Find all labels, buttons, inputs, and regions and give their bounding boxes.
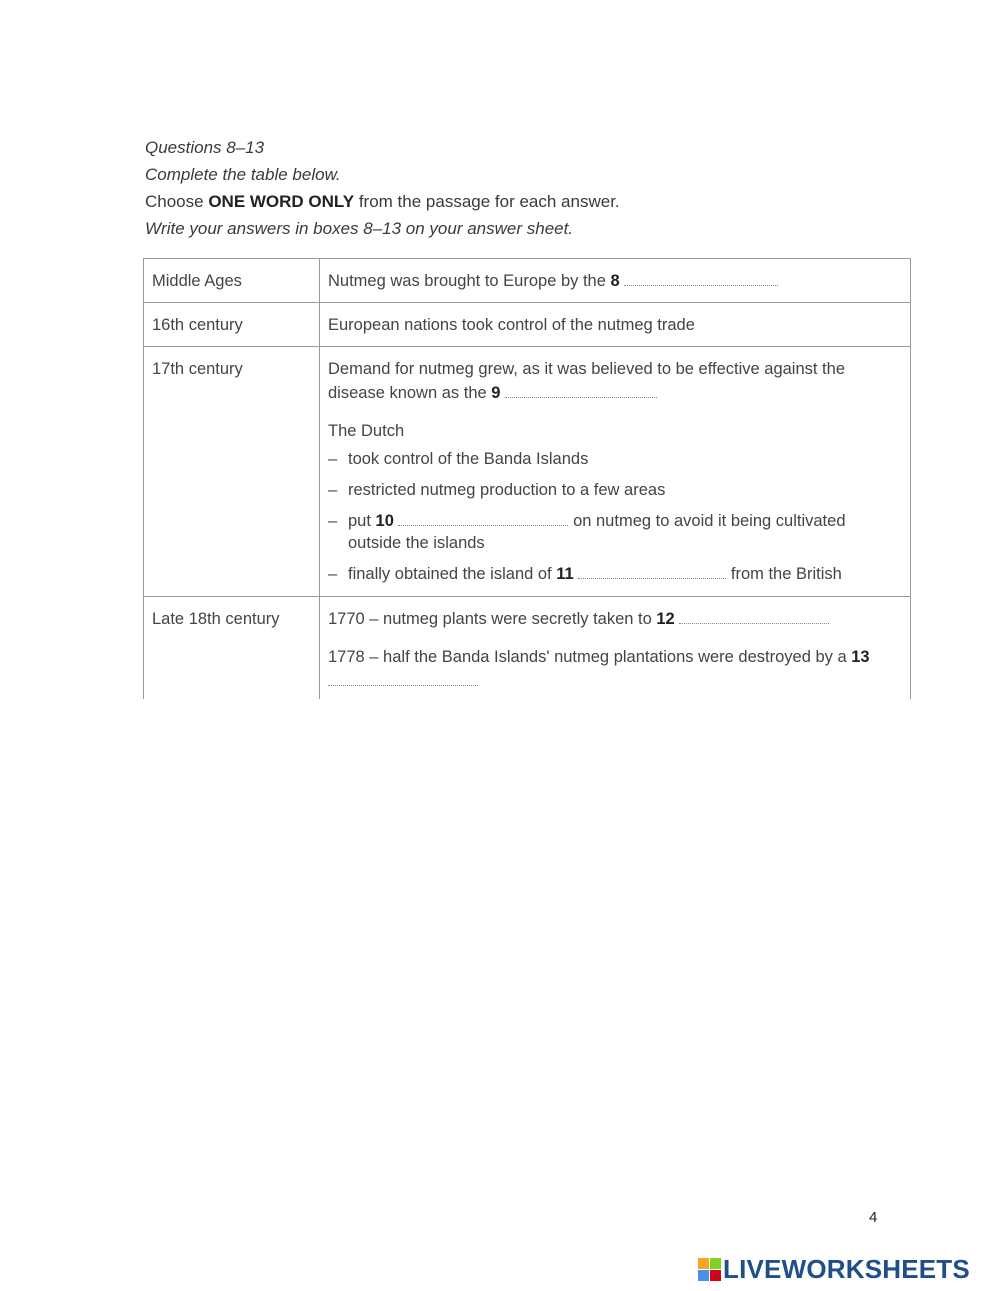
period-cell: 17th century — [144, 347, 320, 597]
content-text: put — [348, 512, 376, 530]
instruction-complete-table: Complete the table below. — [145, 165, 341, 184]
period-cell: Late 18th century — [144, 597, 320, 700]
content-text: finally obtained the island of — [348, 565, 557, 583]
table-row — [144, 259, 911, 303]
answer-gap-13[interactable] — [328, 672, 478, 686]
content-text: from the British — [726, 565, 842, 583]
liveworksheets-icon — [698, 1258, 721, 1281]
instruction-choose-pre: Choose — [145, 192, 209, 211]
table-row — [144, 303, 911, 347]
answer-gap-10[interactable] — [398, 512, 568, 526]
list-item: – restricted nutmeg production to a few areas — [328, 479, 902, 501]
logo-square — [710, 1270, 721, 1281]
content-text: on nutmeg to avoid it being cultivated outside the islands — [348, 512, 846, 552]
instruction-word-limit: ONE WORD ONLY — [208, 192, 355, 211]
table-row — [144, 597, 911, 700]
content-cell — [320, 259, 911, 303]
instruction-answer-boxes: Write your answers in boxes 8–13 on your answer sheet. — [145, 219, 574, 238]
nutmeg-history-table — [143, 258, 911, 699]
content-cell — [320, 347, 911, 597]
dutch-label: The Dutch — [328, 422, 405, 440]
table-row — [144, 347, 911, 597]
answer-gap-11[interactable] — [578, 565, 726, 579]
period-cell: Middle Ages — [144, 259, 320, 303]
instruction-choose-post: from the passage for each answer. — [354, 192, 620, 211]
content-cell — [320, 597, 911, 700]
instruction-choose — [145, 188, 620, 215]
content-text: Nutmeg was brought to Europe by the — [328, 272, 611, 290]
content-text: 1778 – half the Banda Islands' nutmeg plantations were destroyed by a — [328, 648, 852, 666]
answer-gap-9[interactable] — [505, 384, 657, 398]
logo-square — [710, 1258, 721, 1269]
event-1778 — [328, 645, 902, 693]
content-cell: European nations took control of the nutmeg trade — [320, 303, 911, 347]
answer-gap-12[interactable] — [679, 610, 829, 624]
logo-square — [698, 1258, 709, 1269]
question-number: 12 — [656, 610, 675, 628]
logo-text: LIVEWORKSHEETS — [723, 1254, 970, 1284]
logo-square — [698, 1270, 709, 1281]
list-item — [328, 510, 902, 554]
instructions — [145, 134, 620, 242]
questions-heading: Questions 8–13 — [145, 138, 265, 157]
question-number: 13 — [851, 648, 870, 666]
answer-gap-8[interactable] — [624, 272, 778, 286]
question-number: 11 — [556, 565, 574, 583]
period-cell: 16th century — [144, 303, 320, 347]
list-item — [328, 563, 902, 585]
content-text: Demand for nutmeg grew, as it was believed to be effective against the disease known as the — [328, 360, 845, 402]
page-number: 4 — [869, 1209, 878, 1226]
question-number: 8 — [610, 272, 620, 290]
question-number: 10 — [375, 512, 394, 530]
event-1770 — [328, 607, 902, 631]
dutch-actions-list — [328, 448, 902, 585]
demand-paragraph — [328, 357, 902, 405]
question-number: 9 — [491, 384, 501, 402]
list-item: – took control of the Banda Islands — [328, 448, 902, 470]
content-text: 1770 – nutmeg plants were secretly taken to — [328, 610, 657, 628]
liveworksheets-logo — [698, 1254, 970, 1285]
